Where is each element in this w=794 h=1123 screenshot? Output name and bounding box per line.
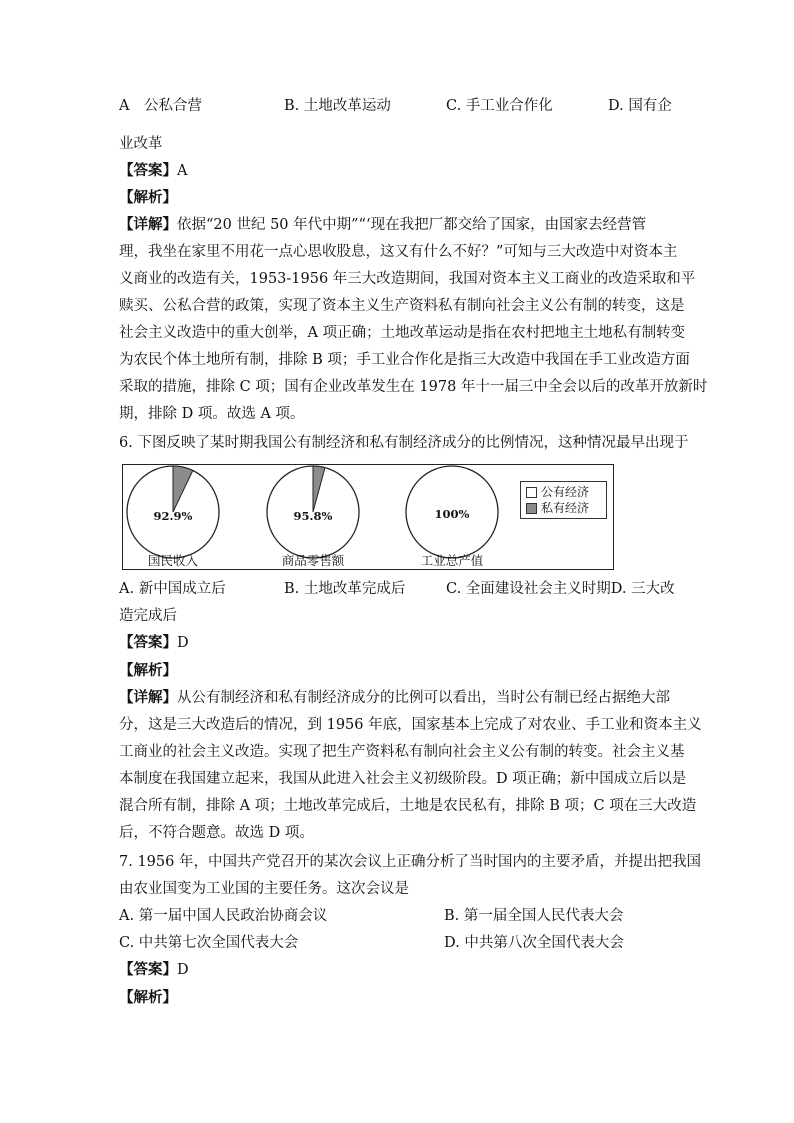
q6-detail-line — [119, 688, 670, 708]
detail-text: 从公有制经济和私有制经济成分的比例可以看出，当时公有制已经占据绝大部 — [177, 690, 670, 706]
q6-option-wrap: 造完成后 — [119, 608, 177, 624]
legend-swatch-public — [526, 487, 537, 498]
answer-value: D — [177, 635, 189, 651]
pie-chart-figure — [122, 464, 614, 570]
q6-analysis-tag: 【解析】 — [119, 662, 177, 679]
pie-caption-2: 商品零售额 — [281, 553, 345, 568]
legend-label-private: 私有经济 — [541, 501, 590, 515]
q5-detail-line: 赎买、公私合营的政策，实现了资本主义生产资料私有制向社会主义公有制的转变，这是 — [119, 298, 685, 314]
q5-detail-line: 采取的措施，排除 C 项；国有企业改革发生在 1978 年十一届三中全会以后的改革开放新时 — [119, 379, 708, 395]
q6-detail-line: 本制度在我国建立起来，我国从此进入社会主义初级阶段。D 项正确；新中国成立后以是 — [119, 771, 687, 787]
q7-stem-line: 由农业国变为工业国的主要任务。这次会议是 — [119, 881, 409, 897]
legend-private — [526, 501, 589, 516]
q6-option-a: A. 新中国成立后 — [119, 581, 226, 597]
q5-analysis-tag: 【解析】 — [119, 189, 177, 206]
answer-value: D — [177, 962, 189, 978]
pie-caption-3: 工业总产值 — [420, 553, 484, 568]
q7-option-b: B. 第一届全国人民代表大会 — [444, 908, 624, 924]
q5-detail-line: 为农民个体土地所有制，排除 B 项；手工业合作化是指三大改造中我国在手工业改造方面 — [119, 352, 690, 368]
legend-swatch-private — [526, 503, 537, 514]
answer-tag: 【答案】 — [119, 634, 177, 651]
q6-detail-line: 后，不符合题意。故选 D 项。 — [119, 825, 314, 841]
q7-option-c: C. 中共第七次全国代表大会 — [119, 935, 299, 951]
detail-tag: 【详解】 — [119, 216, 177, 233]
q5-option-a: A 公私合营 — [119, 98, 202, 114]
q5-detail-line: 期，排除 D 项。故选 A 项。 — [119, 406, 305, 422]
q5-option-d: D. 国有企 — [608, 98, 672, 114]
q5-option-wrap: 业改革 — [119, 136, 163, 152]
answer-tag: 【答案】 — [119, 961, 177, 978]
q6-answer — [119, 633, 189, 653]
q5-detail-line: 义商业的改造有关，1953-1956 年三大改造期间，我国对资本主义工商业的改造采取和平 — [119, 271, 696, 287]
legend-public — [526, 485, 589, 500]
pie-label-3: 100% — [434, 507, 470, 521]
q5-option-c: C. 手工业合作化 — [446, 98, 553, 114]
q5-detail-line — [119, 215, 646, 235]
pie-label-2: 95.8% — [293, 509, 333, 523]
q6-stem: 6. 下图反映了某时期我国公有制经济和私有制经济成分的比例情况，这种情况最早出现于 — [119, 435, 689, 451]
q6-option-c-d: C. 全面建设社会主义时期D. 三大改 — [446, 581, 675, 597]
q7-stem-line: 7. 1956 年，中国共产党召开的某次会议上正确分析了当时国内的主要矛盾，并提出把我国 — [119, 854, 701, 870]
q6-detail-line: 混合所有制，排除 A 项；土地改革完成后，土地是农民私有，排除 B 项；C 项在三大改造 — [119, 798, 697, 814]
q5-detail-line: 社会主义改造中的重大创举，A 项正确；土地改革运动是指在农村把地主土地私有制转变 — [119, 325, 686, 341]
pie-caption-1: 国民收入 — [147, 553, 198, 568]
q5-option-b: B. 土地改革运动 — [284, 98, 391, 114]
pie-label-1: 92.9% — [153, 509, 193, 523]
legend-label-public: 公有经济 — [541, 485, 590, 499]
detail-tag: 【详解】 — [119, 689, 177, 706]
q6-option-b: B. 土地改革完成后 — [284, 581, 406, 597]
q6-detail-line: 分，这是三大改造后的情况，到 1956 年底，国家基本上完成了对农业、手工业和资本主义 — [119, 717, 702, 733]
q7-analysis-tag: 【解析】 — [119, 989, 177, 1006]
q7-answer — [119, 960, 189, 980]
answer-value: A — [177, 163, 188, 179]
q6-detail-line: 工商业的社会主义改造。实现了把生产资料私有制向社会主义公有制的转变。社会主义基 — [119, 744, 685, 760]
q5-detail-line: 理，我坐在家里不用花一点心思收股息，这又有什么不好？”可知与三大改造中对资本主 — [119, 244, 678, 260]
chart-legend — [520, 481, 607, 519]
detail-text: 依据“20 世纪 50 年代中期”“‘现在我把厂都交给了国家，由国家去经营管 — [177, 217, 647, 233]
answer-tag: 【答案】 — [119, 162, 177, 179]
q5-answer — [119, 161, 187, 181]
q7-option-d: D. 中共第八次全国代表大会 — [444, 935, 624, 951]
q7-option-a: A. 第一届中国人民政治协商会议 — [119, 908, 328, 924]
